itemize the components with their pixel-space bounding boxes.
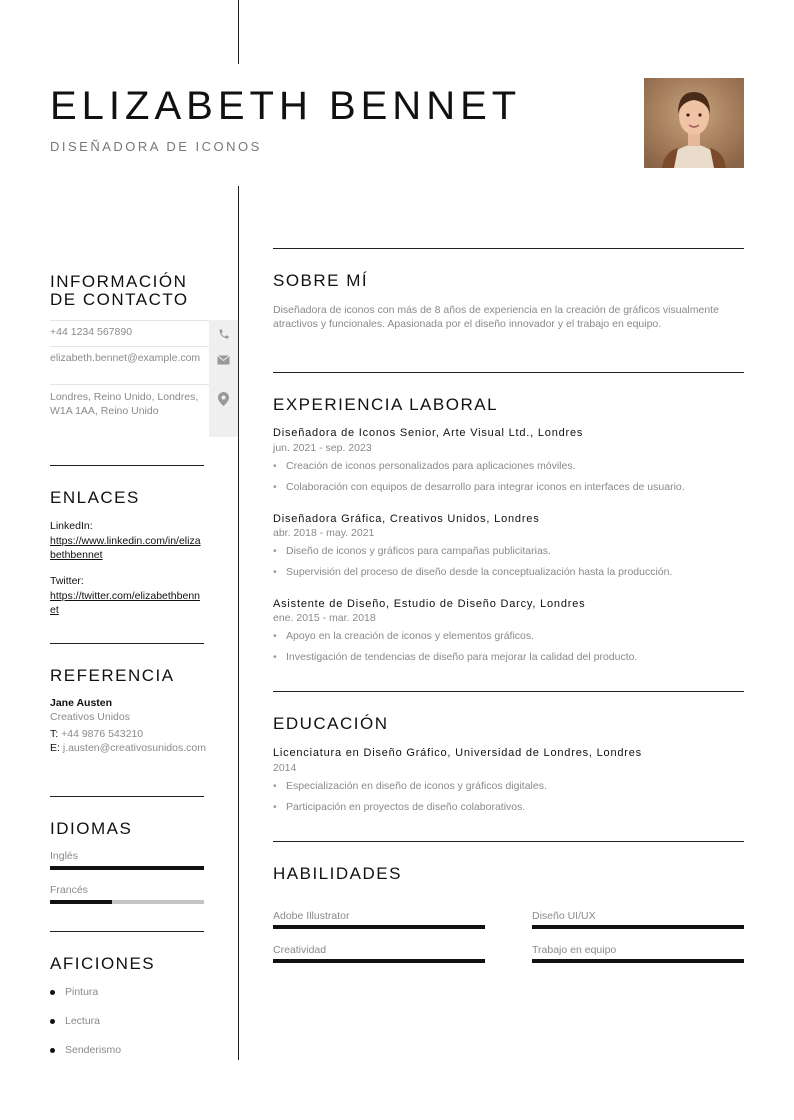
hobby-label: Senderismo	[65, 1044, 122, 1056]
job-bullet: • Diseño de iconos y gráficos para campañas publicitarias.	[273, 545, 551, 557]
skill-level-fill	[273, 925, 485, 929]
profile-photo	[644, 78, 744, 168]
reference-email	[50, 741, 206, 755]
job-bullet-text: Apoyo en la creación de iconos y elementos gráficos.	[286, 630, 535, 642]
language-name: Francés	[50, 884, 88, 896]
job-bullet: • Colaboración con equipos de desarrollo para integrar iconos en interfaces de usuario.	[273, 481, 685, 493]
language-level-fill	[50, 900, 112, 904]
vertical-divider	[238, 186, 239, 1060]
linkedin-link[interactable]: https://www.linkedin.com/in/elizabethbennet	[50, 535, 201, 561]
job-title: Diseñadora Gráfica, Creativos Unidos, Londres	[273, 513, 540, 525]
phone-icon	[209, 321, 238, 347]
hobby-label: Pintura	[65, 986, 99, 998]
education-bullet-text: Especialización en diseño de iconos y gráficos digitales.	[286, 780, 547, 792]
skill-level-bar	[273, 959, 485, 963]
contact-icon-strip	[209, 320, 238, 437]
envelope-icon	[209, 347, 238, 373]
section-divider	[273, 691, 744, 692]
job-bullet-text: Colaboración con equipos de desarrollo para integrar iconos en interfaces de usuario.	[286, 481, 685, 493]
education-bullet-text: Participación en proyectos de diseño colaborativos.	[286, 801, 526, 813]
skill-name: Diseño UI/UX	[532, 910, 596, 922]
experience-section-title: EXPERIENCIA LABORAL	[273, 395, 499, 414]
section-divider	[50, 796, 204, 797]
reference-phone-prefix: T:	[50, 728, 59, 740]
hobby-item	[50, 1015, 100, 1027]
about-section-title: SOBRE MÍ	[273, 271, 369, 290]
skill-level-fill	[532, 925, 744, 929]
bullet-dot-icon	[50, 1019, 55, 1024]
job-bullet: • Creación de iconos personalizados para aplicaciones móviles.	[273, 460, 576, 472]
language-name: Inglés	[50, 850, 79, 862]
twitter-link[interactable]: https://twitter.com/elizabethbennet	[50, 590, 200, 616]
job-bullet: • Supervisión del proceso de diseño desde la conceptualización hasta la producción.	[273, 566, 673, 578]
languages-section-title: IDIOMAS	[50, 819, 133, 838]
contact-phone: +44 1234 567890	[50, 326, 133, 338]
linkedin-label: LinkedIn:	[50, 520, 93, 532]
education-bullet: • Especialización en diseño de iconos y gráficos digitales.	[273, 780, 547, 792]
skill-level-bar	[532, 925, 744, 929]
job-title: Diseñadora de Iconos Senior, Arte Visual Ltd., Londres	[273, 427, 584, 439]
section-divider	[50, 643, 204, 644]
job-role: DISEÑADORA DE ICONOS	[50, 139, 262, 154]
reference-section-title: REFERENCIA	[50, 666, 175, 685]
hobby-item	[50, 986, 98, 998]
reference-email-value: j.austen@creativosunidos.com	[62, 742, 206, 754]
job-bullet-text: Diseño de iconos y gráficos para campañas publicitarias.	[286, 545, 551, 557]
contact-title-line2: DE CONTACTO	[50, 290, 189, 309]
skill-level-bar	[532, 959, 744, 963]
about-text: Diseñadora de iconos con más de 8 años de experiencia en la creación de gráficos visualmente atractivos y funcionales. Apasionada por el diseño innovador y el trabajo en equipo.	[273, 304, 719, 330]
job-dates: ene. 2015 - mar. 2018	[273, 612, 376, 624]
section-divider	[50, 465, 204, 466]
contact-divider	[50, 346, 210, 347]
reference-name: Jane Austen	[50, 697, 113, 709]
twitter-label: Twitter:	[50, 575, 84, 587]
skill-name: Creatividad	[273, 944, 327, 956]
vertical-divider-top	[238, 0, 239, 64]
links-section-title: ENLACES	[50, 488, 140, 507]
section-divider	[273, 841, 744, 842]
job-dates: jun. 2021 - sep. 2023	[273, 442, 372, 454]
skill-name: Trabajo en equipo	[532, 944, 617, 956]
job-bullet: • Apoyo en la creación de iconos y elementos gráficos.	[273, 630, 535, 642]
job-bullet: • Investigación de tendencias de diseño para mejorar la calidad del producto.	[273, 651, 638, 663]
job-bullet-text: Supervisión del proceso de diseño desde la conceptualización hasta la producción.	[286, 566, 673, 578]
job-bullet-text: Creación de iconos personalizados para aplicaciones móviles.	[286, 460, 576, 472]
reference-email-prefix: E:	[50, 742, 60, 754]
contact-section-title	[50, 273, 189, 309]
hobbies-section-title: AFICIONES	[50, 954, 156, 973]
skill-level-fill	[532, 959, 744, 963]
bullet-dot-icon	[50, 990, 55, 995]
job-bullet-text: Investigación de tendencias de diseño para mejorar la calidad del producto.	[286, 651, 638, 663]
language-level-fill	[50, 866, 204, 870]
person-name: ELIZABETH BENNET	[50, 84, 522, 128]
section-divider	[273, 372, 744, 373]
reference-phone	[50, 727, 206, 741]
bullet-dot-icon	[50, 1048, 55, 1053]
section-divider	[273, 248, 744, 249]
contact-address: Londres, Reino Unido, Londres, W1A 1AA, Reino Unido	[50, 391, 199, 417]
education-bullet: • Participación en proyectos de diseño colaborativos.	[273, 801, 526, 813]
hobby-label: Lectura	[65, 1015, 101, 1027]
degree-year: 2014	[273, 762, 297, 774]
skill-name: Adobe Illustrator	[273, 910, 350, 922]
contact-email: elizabeth.bennet@example.com	[50, 352, 201, 364]
reference-company: Creativos Unidos	[50, 711, 130, 723]
location-pin-icon	[209, 386, 238, 412]
language-level-bar	[50, 866, 204, 870]
contact-title-line1: INFORMACIÓN	[50, 272, 188, 291]
contact-divider	[50, 320, 210, 321]
language-level-bar	[50, 900, 204, 904]
skill-level-fill	[273, 959, 485, 963]
degree-title: Licenciatura en Diseño Gráfico, Universidad de Londres, Londres	[273, 747, 642, 759]
section-divider	[50, 931, 204, 932]
hobby-item	[50, 1044, 121, 1056]
skill-level-bar	[273, 925, 485, 929]
reference-phone-value: +44 9876 543210	[61, 728, 144, 740]
skills-section-title: HABILIDADES	[273, 864, 402, 883]
job-dates: abr. 2018 - may. 2021	[273, 527, 375, 539]
job-title: Asistente de Diseño, Estudio de Diseño Darcy, Londres	[273, 598, 586, 610]
education-section-title: EDUCACIÓN	[273, 714, 389, 733]
contact-divider	[50, 384, 210, 385]
